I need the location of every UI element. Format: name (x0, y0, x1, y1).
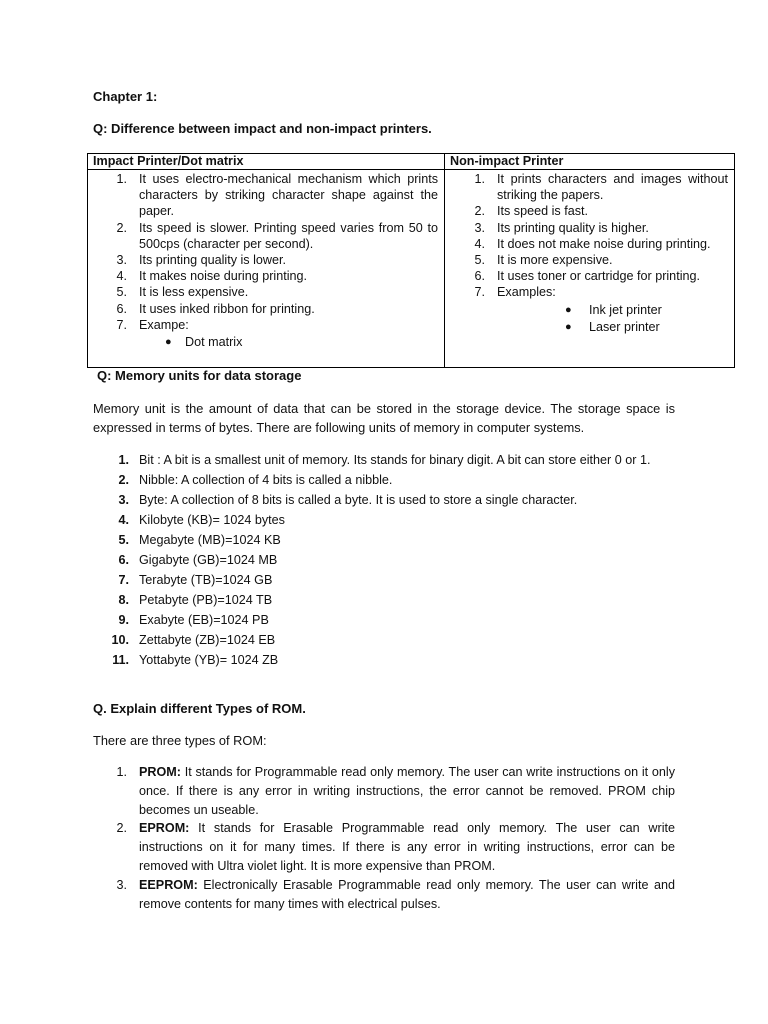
list-item: 4. It does not make noise during printing. (474, 236, 711, 251)
impact-list (88, 171, 438, 351)
list-item: 7. Terabyte (TB)=1024 GB (118, 572, 273, 587)
table-body-row (88, 170, 735, 368)
memory-paragraph: Memory unit is the amount of data that can be stored in the storage device. The storage space is expressed in terms of bytes. There are following units of memory in computer systems. (93, 401, 675, 435)
list-item: 11. Yottabyte (YB)= 1024 ZB (112, 652, 279, 667)
list-item: 6. It uses inked ribbon for printing. (116, 301, 315, 316)
table-header-row (88, 154, 735, 170)
list-item: 5. Megabyte (MB)=1024 KB (118, 532, 281, 547)
question-2-heading: Q: Memory units for data storage (97, 368, 302, 383)
list-item: 8. Petabyte (PB)=1024 TB (118, 592, 273, 607)
list-item: 6. It uses toner or cartridge for printing. (474, 269, 700, 284)
list-item: 3. Byte: A collection of 8 bits is called a byte. It is used to store a single character. (118, 492, 578, 507)
bullet-icon: ● (165, 336, 172, 349)
bullet-icon: ● (565, 320, 572, 333)
rom-term: EPROM: (139, 821, 190, 836)
rom-intro: There are three types of ROM: (93, 733, 267, 748)
impact-cell (88, 170, 445, 368)
list-item: 2. Its speed is fast. (474, 204, 588, 219)
list-item: 10. Zettabyte (ZB)=1024 EB (111, 632, 276, 647)
chapter-title: Chapter 1: (93, 89, 158, 104)
impact-header: Impact Printer/Dot matrix (88, 154, 445, 170)
rom-term: PROM: (139, 765, 181, 779)
list-item: 3. Its printing quality is lower. (116, 253, 286, 268)
rom-term: EEPROM: (139, 877, 198, 892)
non-impact-cell (445, 170, 735, 368)
list-item: 2. EPROM: It stands for Erasable Programmable read only memory. The user can write instructions on it for many times. If there is any error in writing instructions, error can be removed with Ultra violet light. It is more expensive than PROM. (116, 821, 675, 873)
list-item: 4. It makes noise during printing. (116, 269, 308, 284)
list-item: 3. EEPROM: Electronically Erasable Programmable read only memory. The user can write and remove contents for many times with electrical pulses. (116, 877, 675, 911)
non-impact-list (445, 171, 728, 336)
list-item: 9. Exabyte (EB)=1024 PB (118, 612, 269, 627)
question-3-heading: Q. Explain different Types of ROM. (93, 701, 306, 716)
list-item: 5. It is more expensive. (474, 253, 613, 268)
non-impact-header: Non-impact Printer (445, 154, 735, 170)
list-item: 1. Bit : A bit is a smallest unit of memory. Its stands for binary digit. A bit can store either 0 or 1. (118, 453, 651, 467)
printer-comparison-table (87, 153, 735, 368)
rom-types-list (93, 763, 675, 913)
list-item: ● Dot matrix (165, 335, 243, 350)
list-item: 6. Gigabyte (GB)=1024 MB (118, 552, 278, 567)
list-item: 4. Kilobyte (KB)= 1024 bytes (118, 512, 285, 527)
question-1-heading: Q: Difference between impact and non-impact printers. (93, 121, 432, 136)
non-impact-examples (497, 302, 728, 336)
list-item: 3. Its printing quality is higher. (474, 220, 649, 235)
list-item: 2. Its speed is slower. Printing speed varies from 50 to 500cps (character per second). (116, 220, 438, 251)
list-item: 2. Nibble: A collection of 4 bits is called a nibble. (118, 472, 393, 487)
impact-examples (139, 334, 438, 351)
list-item: 1. It prints characters and images without striking the papers. (474, 172, 728, 203)
list-item: 1. It uses electro-mechanical mechanism which prints characters by striking character shape against the paper. (116, 172, 438, 219)
bullet-icon: ● (565, 303, 572, 316)
list-item: 1. PROM: It stands for Programmable read only memory. The user can write instructions on it only once. If there is any error in writing instructions, the error cannot be removed. PROM chip becomes un useable. (116, 765, 675, 817)
list-item: 5. It is less expensive. (116, 285, 249, 300)
list-item: 7. Exampe: ● Dot matrix (88, 317, 438, 351)
list-item: 7. Examples: ● Ink jet printer ● Laser printer (445, 284, 728, 335)
memory-units-list (93, 451, 675, 671)
list-item: ● Ink jet printer (565, 302, 662, 317)
list-item: ● Laser printer (565, 319, 660, 334)
